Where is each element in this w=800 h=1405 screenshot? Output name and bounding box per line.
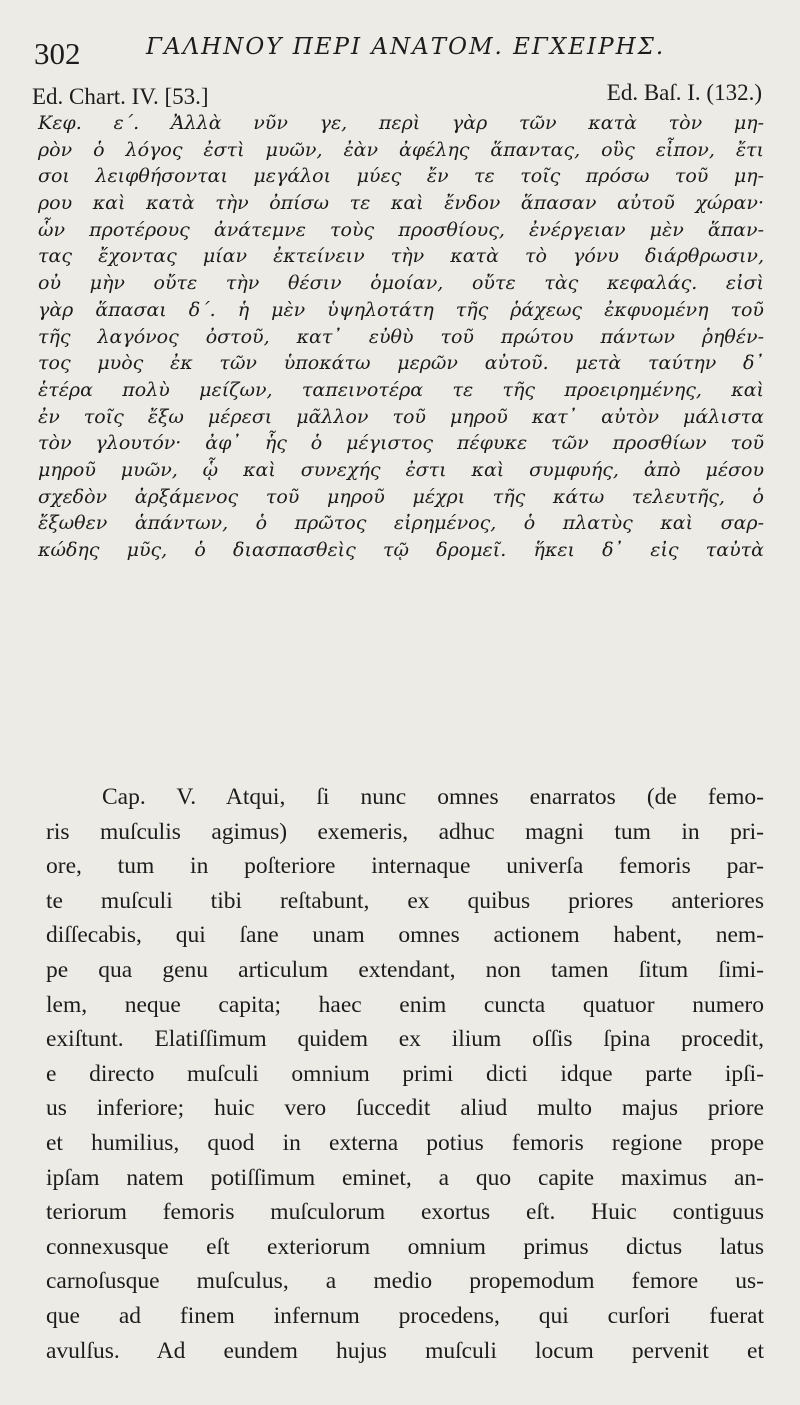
latin-line: pe qua genu articulum extendant, non tamen ſitum ſimi- (46, 956, 764, 983)
latin-line: te muſculi tibi reſtabunt, ex quibus priores anteriores (46, 887, 764, 914)
latin-line: diſſecabis, qui ſane unam omnes actionem habent, nem- (46, 922, 764, 949)
latin-line: connexusque eſt exteriorum omnium primus dictus latus (46, 1233, 764, 1260)
latin-line: carnoſusque muſculus, a medio propemodum femore us- (46, 1268, 764, 1295)
greek-line: ὧν προτέρους ἀνάτεμνε τοὺς προσθίους, ἐνέργειαν μὲν ἅπαν- (38, 218, 764, 241)
latin-line: avulſus. Ad eundem hujus muſculi locum pervenit et (46, 1337, 764, 1364)
edition-reference-basel: Ed. Baſ. I. (132.) (606, 80, 762, 105)
greek-line: ρὸν ὁ λόγος ἐστὶ μυῶν, ἐὰν ἀφέλης ἅπαντας, οὓς εἶπον, ἔτι (38, 138, 764, 161)
greek-line: ρου καὶ κατὰ τὴν ὀπίσω τε καὶ ἔνδον ἅπασαν αὐτοῦ χώραν· (38, 192, 764, 215)
greek-line: τὸν γλουτόν· ἀφ᾽ ἧς ὁ μέγιστος πέφυκε τῶν προσθίων τοῦ (38, 432, 764, 455)
greek-line: γὰρ ἅπασαι δ΄. ἡ μὲν ὑψηλοτάτη τῆς ῥάχεως ἐκφυομένη τοῦ (38, 298, 764, 321)
latin-line: ipſam natem potiſſimum eminet, a quo capite maximus an- (46, 1164, 764, 1191)
greek-line: Κεφ. ε΄. Ἀλλὰ νῦν γε, περὶ γὰρ τῶν κατὰ τὸν μη- (38, 112, 764, 134)
greek-text-block (38, 110, 764, 564)
greek-line: κώδης μῦς, ὁ διασπασθεὶς τῷ δρομεῖ. ἥκει δ᾽ εἰς ταὐτὰ (38, 539, 764, 561)
latin-line: et humilius, quod in externa potius femoris regione prope (46, 1129, 764, 1156)
greek-line: οὐ μὴν οὔτε τὴν θέσιν ὁμοίαν, οὔτε τὰς κεφαλάς. εἰσὶ (38, 272, 764, 295)
greek-line: τος μυὸς ἐκ τῶν ὑποκάτω μερῶν αὐτοῦ. μετὰ ταύτην δ᾽ (38, 352, 764, 375)
latin-line: e directo muſculi omnium primi dicti idque parte ipſi- (46, 1060, 764, 1087)
latin-text-block (46, 780, 764, 1368)
greek-line: τας ἔχοντας μίαν ἐκτείνειν τὴν κατὰ τὸ γόνυ διάρθρωσιν, (38, 245, 764, 268)
greek-line: μηροῦ μυῶν, ᾧ καὶ συνεχής ἐστι καὶ συμφυής, ἀπὸ μέσου (38, 458, 764, 481)
edition-reference-chartier: Ed. Chart. IV. [53.] (32, 84, 209, 109)
greek-line: ἐν τοῖς ἔξω μέρεσι μᾶλλον τοῦ μηροῦ κατ᾽ αὐτὸν μάλιστα (38, 405, 764, 428)
page-number: 302 (34, 36, 81, 71)
greek-line: τῆς λαγόνος ὀστοῦ, κατ᾽ εὐθὺ τοῦ πρώτου πάντων ῥηθέν- (38, 325, 764, 348)
latin-line: lem, neque capita; haec enim cuncta quatuor numero (46, 991, 764, 1018)
latin-line: ore, tum in poſteriore internaque univerſa femoris par- (46, 853, 764, 880)
latin-line: exiſtunt. Elatiſſimum quidem ex ilium oſſis ſpina procedit, (46, 1026, 764, 1053)
greek-line: ἔξωθεν ἁπάντων, ὁ πρῶτος εἰρημένος, ὁ πλατὺς καὶ σαρ- (38, 512, 764, 535)
page-header (30, 22, 770, 72)
running-title: ΓΑΛΗΝΟΥ ΠΕΡΙ ΑΝΑΤΟΜ. ΕΓΧΕΙΡΗΣ. (146, 34, 666, 60)
latin-line: us inferiore; huic vero ſuccedit aliud multo majus priore (46, 1095, 764, 1122)
latin-line: que ad finem infernum procedens, qui curſori fuerat (46, 1302, 764, 1329)
latin-line: ris muſculis agimus) exemeris, adhuc magni tum in pri- (46, 818, 764, 845)
greek-line: σοι λειφθήσονται μεγάλοι μύες ἔν τε τοῖς πρόσω τοῦ μη- (38, 165, 764, 188)
latin-line: teriorum femoris muſculorum exortus eſt. Huic contiguus (46, 1199, 764, 1226)
latin-line: Cap. V. Atqui, ſi nunc omnes enarratos (de femo- (102, 784, 764, 810)
greek-line: ἑτέρα πολὺ μείζων, ταπεινοτέρα τε τῆς προειρημένης, καὶ (38, 378, 764, 401)
greek-line: σχεδὸν ἀρξάμενος τοῦ μηροῦ μέχρι τῆς κάτω τελευτῆς, ὁ (38, 485, 764, 508)
